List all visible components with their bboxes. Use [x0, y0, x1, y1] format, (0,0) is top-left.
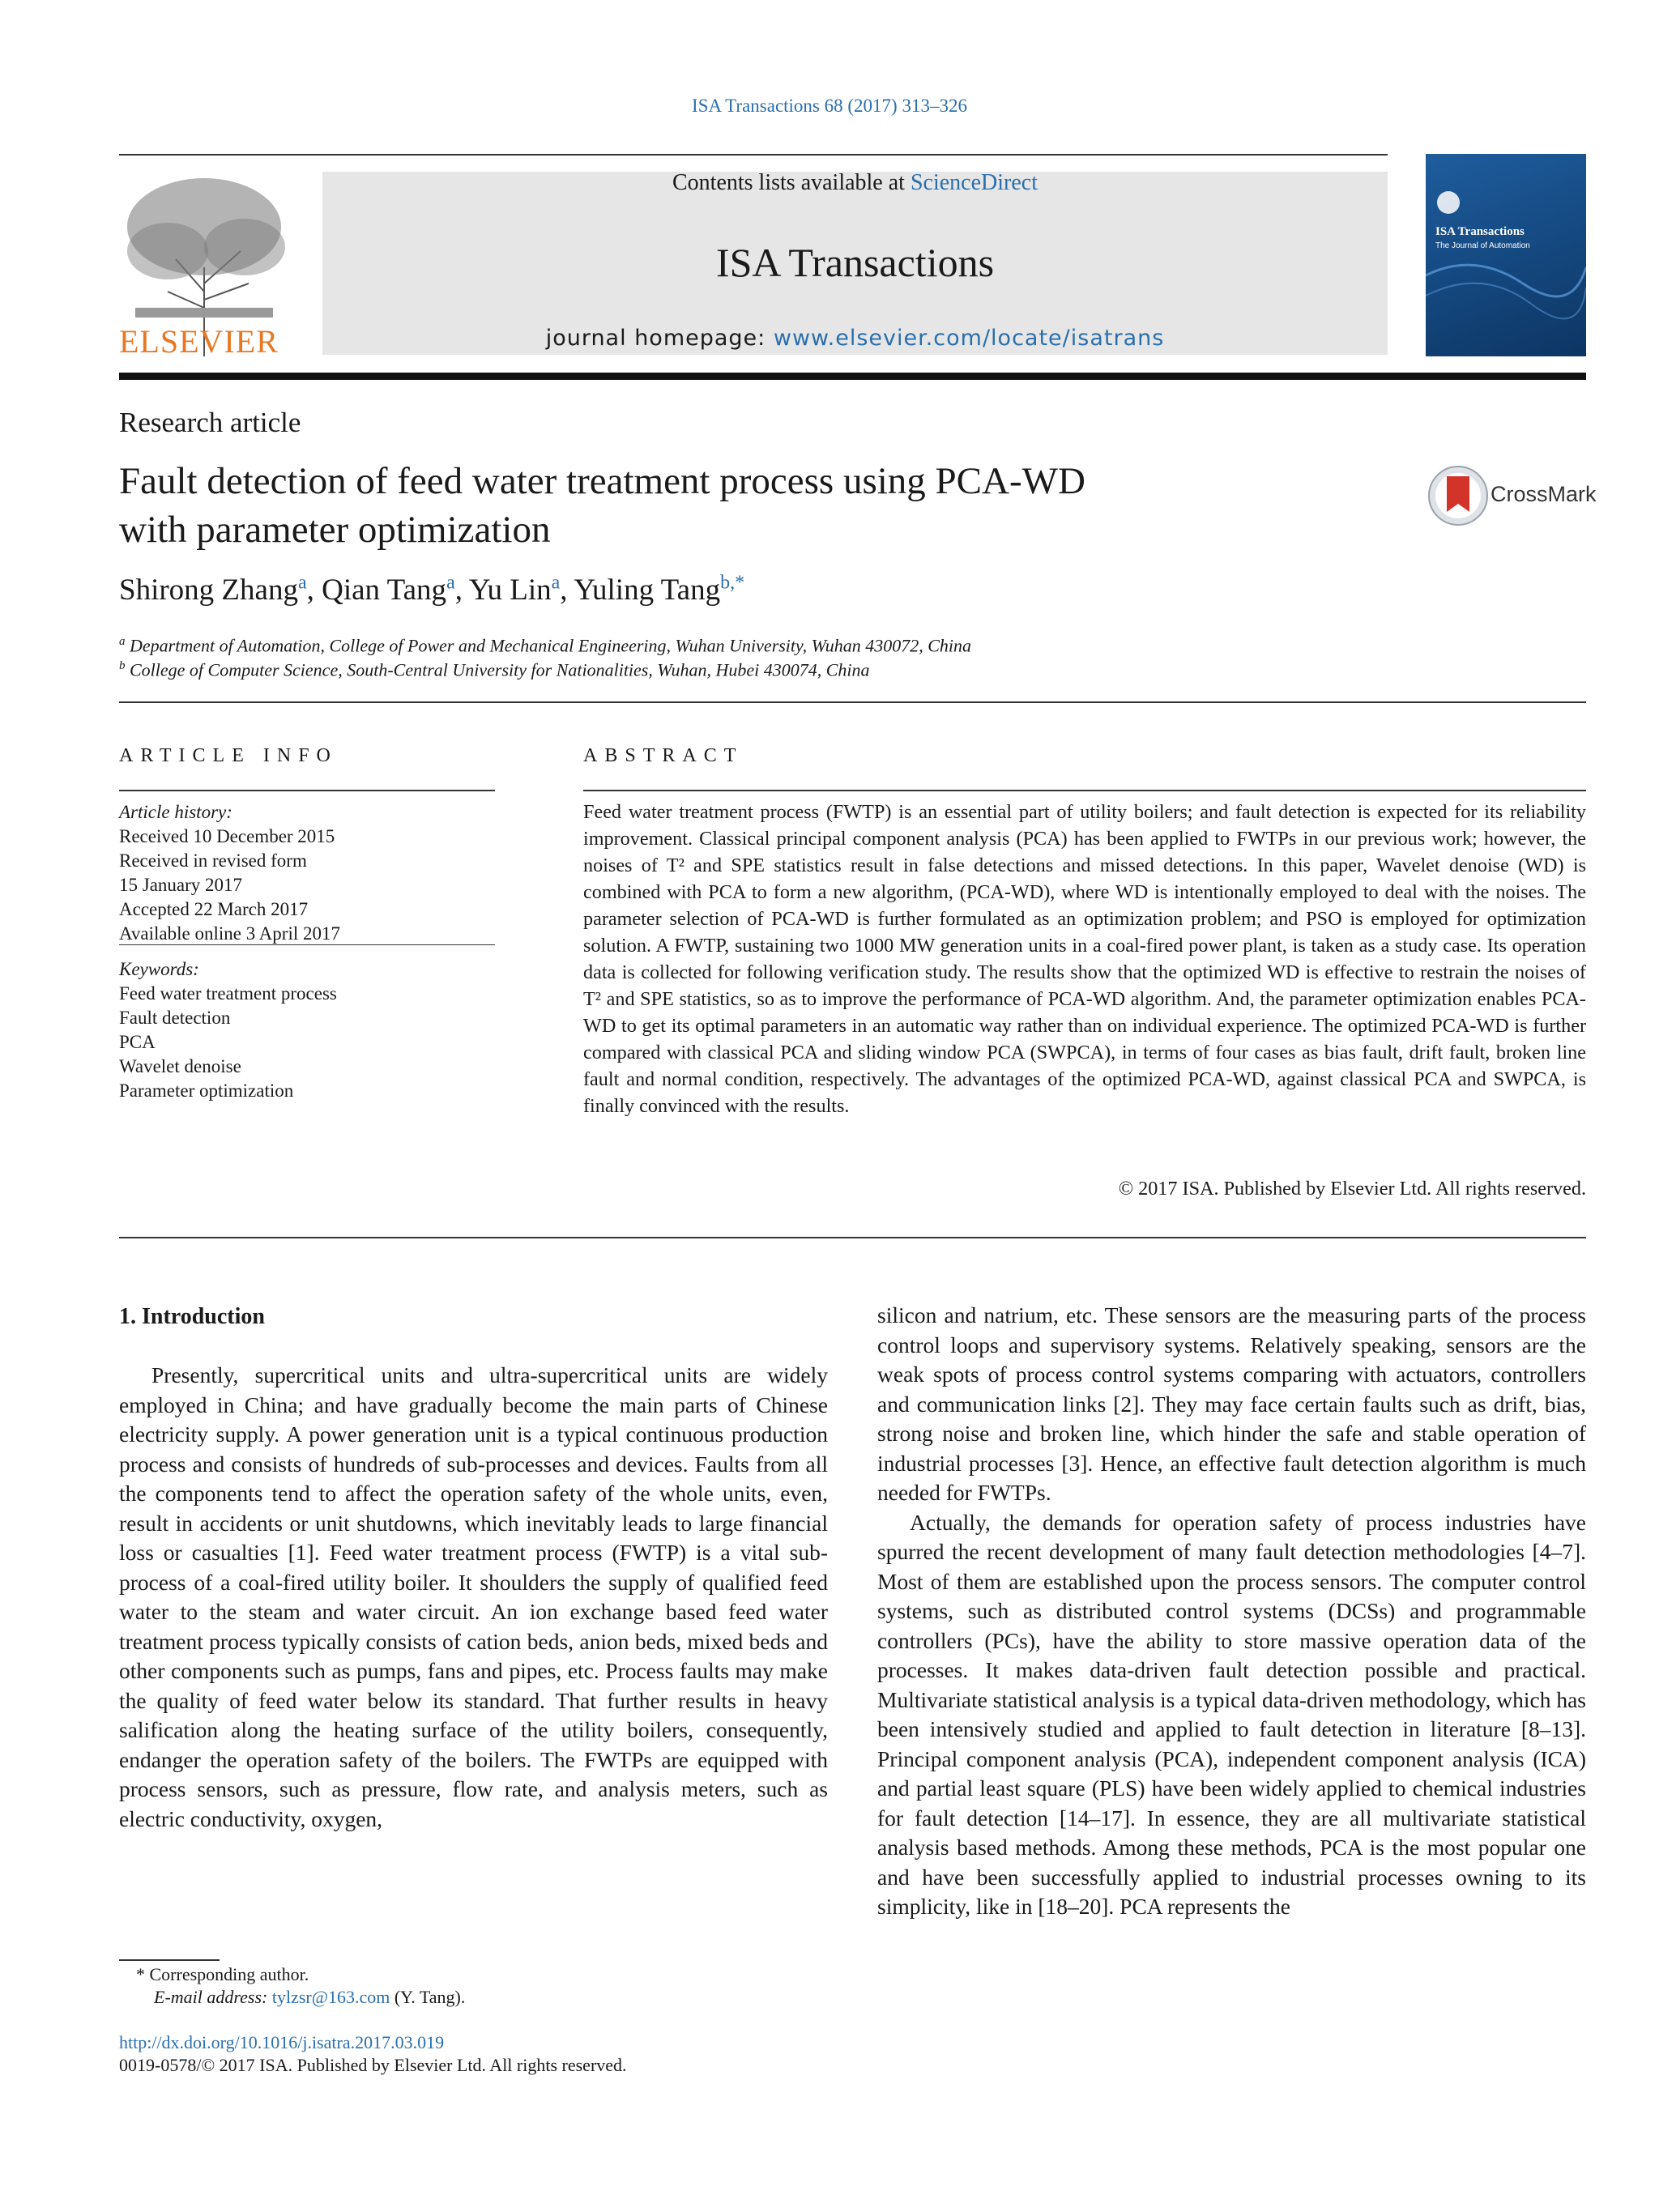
email-link[interactable]: tylzsr@163.com — [271, 1987, 390, 2007]
author-list — [119, 573, 744, 607]
doi-link[interactable] — [119, 2031, 444, 2054]
affiliation-a — [119, 635, 971, 656]
cover-title: ISA Transactions — [1435, 225, 1525, 238]
article-history — [119, 800, 495, 946]
author-separator: , — [560, 573, 574, 607]
keyword: Fault detection — [119, 1008, 231, 1028]
email-note — [154, 1986, 465, 2009]
sciencedirect-link[interactable]: ScienceDirect — [910, 170, 1038, 195]
history-item: Accepted 22 March 2017 — [119, 899, 309, 919]
section-rule — [119, 701, 1586, 703]
abstract-rule — [583, 790, 1586, 791]
crossmark-label[interactable]: CrossMark — [1491, 482, 1597, 506]
author-separator: , — [454, 573, 469, 607]
author-name[interactable]: Yuling Tang — [574, 573, 721, 607]
abstract-copyright: © 2017 ISA. Published by Elsevier Ltd. All rights reserved. — [1118, 1178, 1586, 1200]
history-rule — [119, 944, 495, 945]
issn-line: 0019-0578/© 2017 ISA. Published by Elsevier Ltd. All rights reserved. — [119, 2055, 627, 2075]
article-type: Research article — [119, 407, 301, 438]
history-label: Article history: — [119, 802, 232, 822]
intro-paragraph: silicon and natrium, etc. These sensors are the measuring parts of the process control loops and supervisory systems. Relatively speaking, sensors are the weak spots of process control systems comparing with actuators, controllers and communication links [2]. They may face certain faults such as drift, bias, strong noise and broken line, which hinder the safe and stable operation of industrial processes [3]. Hence, an effective fault detection algorithm is much needed for FWTPs. — [877, 1302, 1586, 1505]
homepage-line — [322, 326, 1388, 351]
homepage-link[interactable]: www.elsevier.com/locate/isatrans — [773, 326, 1165, 351]
email-suffix: (Y. Tang). — [390, 1987, 466, 2007]
journal-title: ISA Transactions — [715, 240, 995, 285]
article-info-rule — [119, 790, 495, 791]
journal-reference[interactable]: ISA Transactions 68 (2017) 313–326 — [692, 96, 967, 116]
author-name[interactable]: Shirong Zhang — [119, 573, 298, 607]
author-affiliation-mark[interactable]: a — [297, 572, 307, 594]
footnote-rule — [119, 1959, 220, 1961]
abstract-text: Feed water treatment process (FWTP) is an essential part of utility boilers; and fault detection is expected for its reliability improvement. Classical principal component analysis (PCA) has been applied to FWTPs in our previous work; however, the noises of T² and SPE statistics result in false detections and missed detections. In this paper, Wavelet denoise (WD) is combined with PCA to form a new algorithm, (PCA-WD), where WD is intentionally employed to deal with the noises. The parameter selection of PCA-WD is further formulated as an optimization problem; and PSO is employed for optimization solution. A FWTP, sustaining two 1000 MW generation units in a coal-fired power plant, is taken as a study case. Its operation data is collected for following verification study. The results show that the optimized WD is effective to restrain the noises of T² and SPE statistics, so as to improve the performance of PCA-WD algorithm. And, the parameter optimization enables PCA-WD to get its optimal parameters in an automatic way rather than on individual experience. The optimized PCA-WD is further compared with classical PCA and sliding window PCA (SWPCA), in terms of four cases as bias fault, drift fault, broken line fault and normal condition, respectively. The advantages of the optimized PCA-WD, against classical PCA and SWPCA, is finally convinced with the results. — [583, 801, 1586, 1117]
elsevier-logo-text: ELSEVIER — [119, 323, 279, 360]
author-name[interactable]: Yu Lin — [468, 573, 552, 607]
affiliation-text: Department of Automation, College of Power and Mechanical Engineering, Wuhan University, Wuhan 430072, China — [130, 635, 971, 656]
body-rule — [119, 1237, 1586, 1238]
author-affiliation-mark[interactable]: a — [551, 572, 561, 594]
contents-prefix: Contents lists available at — [672, 170, 911, 195]
journal-cover[interactable] — [1426, 154, 1586, 356]
title-line-2: with parameter optimization — [119, 509, 551, 551]
history-item: 15 January 2017 — [119, 875, 243, 895]
header-thick-rule — [119, 373, 1586, 380]
author-name[interactable]: Qian Tang — [322, 573, 447, 607]
keywords-list — [119, 957, 495, 1103]
author-separator: , — [306, 573, 322, 607]
crossmark-icon[interactable] — [1427, 465, 1489, 526]
contents-line — [322, 170, 1388, 196]
history-item: Received 10 December 2015 — [119, 826, 335, 846]
cover-subtitle: The Journal of Automation — [1435, 241, 1530, 250]
intro-paragraph: Presently, supercritical units and ultra-supercritical units are widely employed in China; and have gradually become the main parts of Chinese electricity supply. A power generation unit is a typical continuous production process and consists of hundreds of sub-processes and devices. Faults from all the components tend to affect the operation safety of the whole units, even, result in accidents or unit shutdowns, which inevitably leads to large financial loss or casualties [1]. Feed water treatment process (FWTP) is a vital sub-process of a coal-fired utility boiler. It shoulders the supply of qualified feed water to the steam and water circuit. An ion exchange based feed water treatment process typically consists of cation beds, anion beds, mixed beds and other components such as pumps, fans and pipes, etc. Process faults may make the quality of feed water below its standard. That further results in heavy salification along the heating surface of the utility boilers, consequently, endanger the operation safety of the boilers. The FWTPs are equipped with process sensors, such as pressure, flow rate, and analysis meters, such as electric conductivity, oxygen, — [119, 1362, 828, 1831]
affiliation-mark: b — [119, 659, 126, 672]
intro-paragraph: Actually, the demands for operation safety of process industries have spurred the recent development of many fault detection methodologies [4–7]. Most of them are established upon the process sensors. The computer control systems, such as distributed control systems (DCSs) and programmable controllers (PCs), have the ability to store massive operation data of the processes. It makes data-driven fault detection possible and practical. Multivariate statistical analysis is a typical data-driven methodology, which has been intensively studied and applied to fault detection in literature [8–13]. Principal component analysis (PCA), independent component analysis (ICA) and partial least square (PLS) have been widely applied to chemical industries for fault detection [14–17]. In essence, they are all multivariate statistical analysis based methods. Among these methods, PCA is the most popular one and have been successfully applied to industrial processes owning to its simplicity, like in [18–20]. PCA represents the — [877, 1509, 1586, 1919]
history-item: Received in revised form — [119, 850, 307, 871]
email-label: E-mail address: — [154, 1987, 272, 2007]
article-info-heading: ARTICLE INFO — [119, 745, 338, 766]
keyword: PCA — [119, 1032, 156, 1052]
keywords-label: Keywords: — [119, 959, 199, 979]
keyword: Wavelet denoise — [119, 1056, 241, 1076]
right-column — [877, 1301, 1586, 1922]
doi-text[interactable]: http://dx.doi.org/10.1016/j.isatra.2017.03.019 — [119, 2032, 445, 2052]
history-item: Available online 3 April 2017 — [119, 923, 340, 944]
title-line-1: Fault detection of feed water treatment process using PCA-WD — [119, 460, 1085, 502]
header-rule — [119, 154, 1388, 156]
affiliation-text: College of Computer Science, South-Central University for Nationalities, Wuhan, Hubei 430074, China — [130, 659, 870, 680]
corresponding-author-note: * Corresponding author. — [136, 1964, 309, 1984]
author-affiliation-mark[interactable]: b,* — [720, 572, 745, 594]
affiliation-b — [119, 659, 870, 680]
article-title — [119, 457, 1334, 554]
keyword: Parameter optimization — [119, 1080, 294, 1101]
left-column — [119, 1361, 828, 1834]
author-affiliation-mark[interactable]: a — [446, 572, 455, 594]
abstract-heading: ABSTRACT — [583, 745, 744, 766]
affiliation-mark: a — [119, 635, 126, 648]
section-heading-introduction: 1. Introduction — [119, 1304, 265, 1329]
keyword: Feed water treatment process — [119, 983, 337, 1004]
homepage-prefix: journal homepage: — [545, 326, 774, 351]
